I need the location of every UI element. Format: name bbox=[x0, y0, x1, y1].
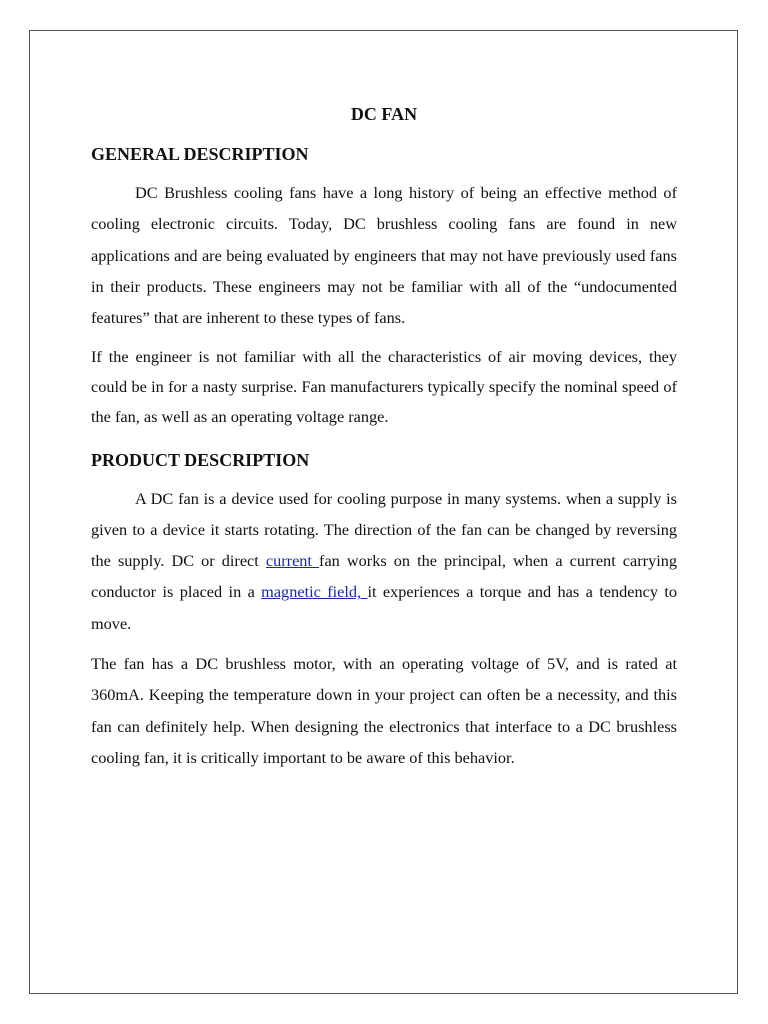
product-paragraph-1-text-a: A DC fan is a device used for cooling purpose in many systems. when a supply is given to a device it starts rotating. The direction of the fan can be changed by reversing the supply. DC or direct bbox=[91, 488, 677, 571]
section-heading-general: GENERAL DESCRIPTION bbox=[91, 144, 309, 164]
document-body bbox=[91, 101, 677, 782]
magnetic-field-link[interactable]: magnetic field, bbox=[261, 582, 368, 602]
general-paragraph-2: If the engineer is not familiar with all the characteristics of air moving devices, they could be in for a nasty surprise. Fan manufacturers typically specify the nominal speed of the fan, as well as an operating voltage range. bbox=[91, 347, 677, 426]
product-paragraph-2: The fan has a DC brushless motor, with an operating voltage of 5V, and is rated at 360mA. Keeping the temperature down in your project can often be a necessity, and this fan can definitely help. When designing the electronics that interface to a DC brushless cooling fan, it is critically important to be aware of this behavior. bbox=[91, 654, 677, 767]
product-paragraph-1 bbox=[91, 483, 677, 639]
section-heading-product: PRODUCT DESCRIPTION bbox=[91, 449, 310, 470]
document-title: DC FAN bbox=[350, 104, 418, 124]
current-link[interactable]: current bbox=[265, 551, 320, 571]
product-paragraph-1-text-c: it experiences a torque and has a tendency to move. bbox=[91, 582, 677, 633]
general-paragraph-1: DC Brushless cooling fans have a long history of being an effective method of cooling electronic circuits. Today, DC brushless cooling fans are found in new applications and are being evaluated by engineers that may not have previously used fans in their products. These engineers may not be familiar with all of the “undocumented features” that are inherent to these types of fans. bbox=[91, 183, 677, 328]
product-paragraph-1-text-b: fan works on the principal, when a current carrying conductor is placed in a bbox=[91, 551, 678, 602]
